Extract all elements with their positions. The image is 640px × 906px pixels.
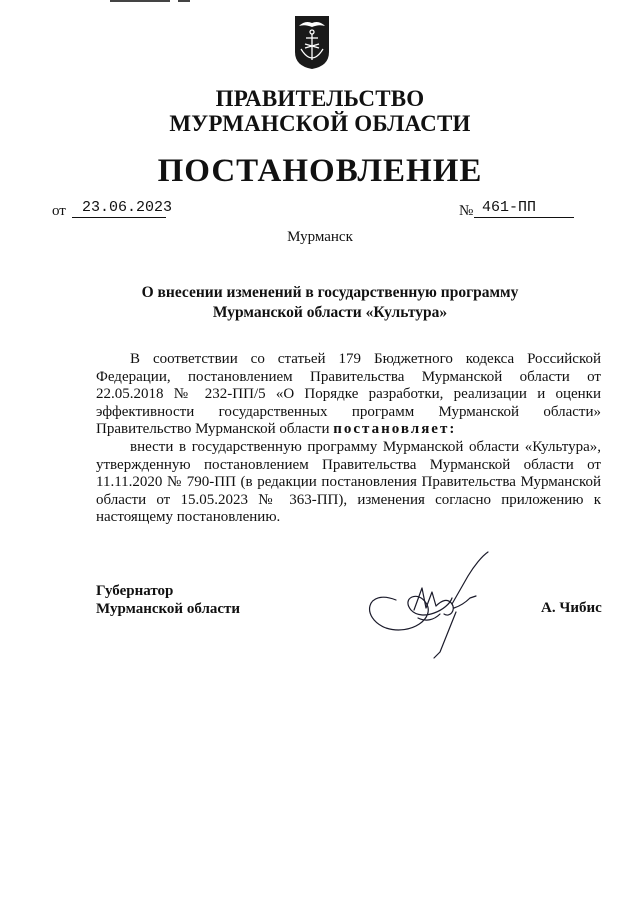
date-prefix: от [52,203,66,219]
subject-line2: Мурманской области «Культура» [212,304,448,321]
body-paragraph-2: внести в государственную программу Мурманской области «Культура», утвержденную постановлением Правительства Мурманской области от 11.11.2020 № 790-ПП (в редакции постановления Правительства Мурманской области от 15.05.2023 № 363-ПП), изменения согласно приложению к настоящему постановлению. [96,439,601,526]
murmansk-coat-of-arms-icon [293,14,331,70]
subject-line1: О внесении изменений в государственную программу [141,284,519,301]
document-type-title: ПОСТАНОВЛЕНИЕ [157,153,483,189]
organization-name-line1: ПРАВИТЕЛЬСТВО [215,86,425,111]
handwritten-signature-icon [356,548,516,660]
document-subject [80,283,580,323]
city-name: Мурманск [287,229,353,245]
document-number: 461-ПП [474,199,574,218]
number-prefix: № [459,203,474,219]
top-edge-mark [110,0,170,2]
resolution-verb: постановляет: [333,421,457,438]
top-edge-mark [178,0,190,2]
signatory-role-line2: Мурманской области [96,601,241,617]
organization-name-line2: МУРМАНСКОЙ ОБЛАСТИ [169,111,471,136]
body-paragraph-1 [96,351,601,439]
signatory-role [96,582,240,618]
signatory-name: А. Чибис [541,600,602,616]
signatory-role-line1: Губернатор [96,583,174,599]
document-date: 23.06.2023 [72,199,166,218]
paragraph-1-text: В соответствии со статьей 179 Бюджетного кодекса Российской Федерации, постановлением Правительства Мурманской области от 22.05.2018 № 232-ПП/5 «О Порядке разработки, реализации и оценки эффективности государственных программ Мурманской области» Правительство Мурманской области [96,351,601,438]
